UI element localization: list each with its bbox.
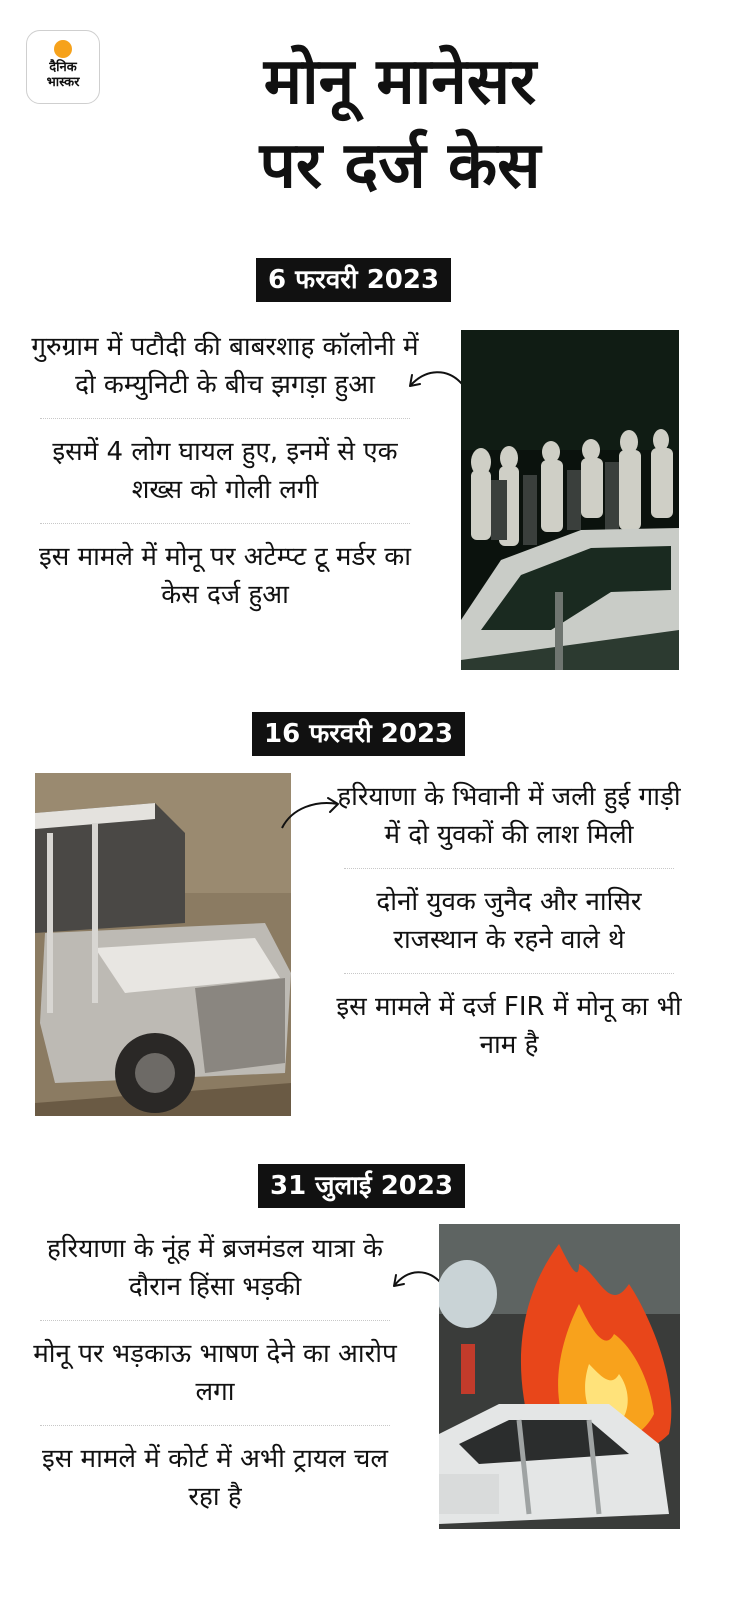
title-line1: मोनू मानेसर (263, 45, 537, 119)
divider (344, 868, 674, 869)
divider (40, 523, 410, 524)
sun-icon (54, 40, 72, 58)
section-1-point-1: गुरुग्राम में पटौदी की बाबरशाह कॉलोनी में दो कम्युनिटी के बीच झगड़ा हुआ (31, 332, 419, 400)
page-title (110, 40, 690, 208)
divider (40, 418, 410, 419)
section-1-point-2: इसमें 4 लोग घायल हुए, इनमें से एक शख्स को गोली लगी (52, 437, 398, 505)
divider (344, 973, 674, 974)
photo-burnt-vehicle (35, 773, 291, 1116)
section-2-points (334, 768, 684, 1074)
section-3-points (30, 1220, 400, 1526)
curved-arrow-icon (398, 362, 468, 402)
divider (40, 1425, 390, 1426)
date-badge-1: 6 फरवरी 2023 (256, 258, 451, 302)
section-2-point-2: दोनों युवक जुनैद और नासिर राजस्थान के रहने वाले थे (376, 887, 642, 955)
divider (40, 1320, 390, 1321)
date-badge-2: 16 फरवरी 2023 (252, 712, 465, 756)
photo-crowd-night (461, 330, 679, 670)
section-1-point-3: इस मामले में मोनू पर अटेम्प्ट टू मर्डर का केस दर्ज हुआ (39, 542, 411, 610)
date-badge-3: 31 जुलाई 2023 (258, 1164, 465, 1208)
logo-text-line2: भास्कर (46, 75, 80, 90)
section-2-point-3: इस मामले में दर्ज FIR में मोनू का भी नाम है (336, 992, 682, 1060)
title-line2: पर दर्ज केस (259, 129, 541, 203)
dainik-bhaskar-logo (26, 30, 100, 104)
section-3-point-3: इस मामले में कोर्ट में अभी ट्रायल चल रहा है (41, 1444, 389, 1512)
section-1-points (30, 318, 420, 624)
section-3-point-1: हरियाणा के नूंह में ब्रजमंडल यात्रा के दौरान हिंसा भड़की (47, 1234, 383, 1302)
photo-burning-car (439, 1224, 680, 1529)
section-2-point-1: हरियाणा के भिवानी में जली हुई गाड़ी में दो युवकों की लाश मिली (337, 782, 681, 850)
section-3-point-2: मोनू पर भड़काऊ भाषण देने का आरोप लगा (33, 1339, 397, 1407)
logo-text-line1: दैनिक (49, 60, 77, 75)
